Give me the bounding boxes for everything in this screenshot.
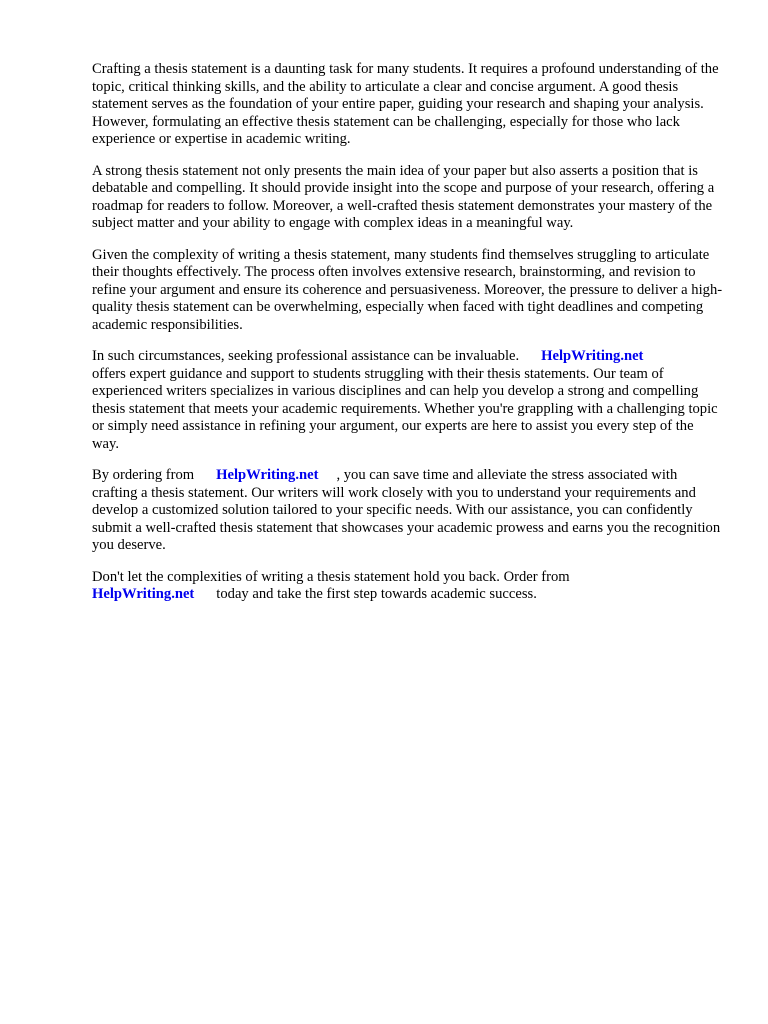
paragraph-intro: Crafting a thesis statement is a daunting task for many students. It requires a profound understanding of the topic, critical thinking skills, and the ability to articulate a clear and concise argument. A good thesis statement serves as the foundation of your entire paper, guiding your research and shaping your analysis. However, formulating an effective thesis statement can be challenging, especially for those who lack experience or expertise in academic writing.	[92, 61, 719, 147]
assistance-text-before: In such circumstances, seeking professional assistance can be invaluable.	[92, 348, 520, 364]
cta-text-before: Don't let the complexities of writing a thesis statement hold you back. Order from	[92, 568, 570, 585]
paragraph-ordering	[92, 467, 724, 555]
assistance-text-after: offers expert guidance and support to students struggling with their thesis statements. Our team of experienced writers specializes in various disciplines and can help you develop a strong and compelling thesis statement that meets your academic requirements. Whether you're grappling with a challenging topic or simply need assistance in refining your argument, our experts are here to assist you every step of the way.	[92, 365, 718, 452]
ordering-text-before: By ordering from	[92, 467, 195, 483]
paragraph-strong-thesis: A strong thesis statement not only presents the main idea of your paper but also asserts a position that is debatable and compelling. It should provide insight into the scope and purpose of your research, offering a roadmap for readers to follow. Moreover, a well-crafted thesis statement demonstrates your mastery of the subject matter and your ability to engage with complex ideas in a meaningful way.	[92, 162, 715, 231]
helpwriting-link-3[interactable]: HelpWriting.net	[92, 586, 195, 602]
cta-text-after: today and take the first step towards academic success.	[216, 586, 537, 602]
helpwriting-link-1[interactable]: HelpWriting.net	[541, 348, 644, 364]
paragraph-complexity: Given the complexity of writing a thesis statement, many students find themselves struggling to articulate their thoughts effectively. The process often involves extensive research, brainstorming, and revision to refine your argument and ensure its coherence and persuasiveness. Moreover, the pressure to deliver a high-quality thesis statement can be overwhelming, especially when faced with tight deadlines and competing academic responsibilities.	[92, 246, 723, 333]
document-body	[92, 61, 724, 618]
ordering-text-after: , you can save time and alleviate the stress associated with crafting a thesis statement. Our writers will work closely with you to understand your requirements and develop a customized solution tailored to your specific needs. With our assistance, you can confidently submit a well-crafted thesis statement that showcases your academic prowess and earns you the recognition you deserve.	[92, 467, 721, 553]
helpwriting-link-2[interactable]: HelpWriting.net	[216, 467, 319, 483]
paragraph-assistance	[92, 348, 724, 453]
paragraph-call-to-action	[92, 569, 724, 604]
